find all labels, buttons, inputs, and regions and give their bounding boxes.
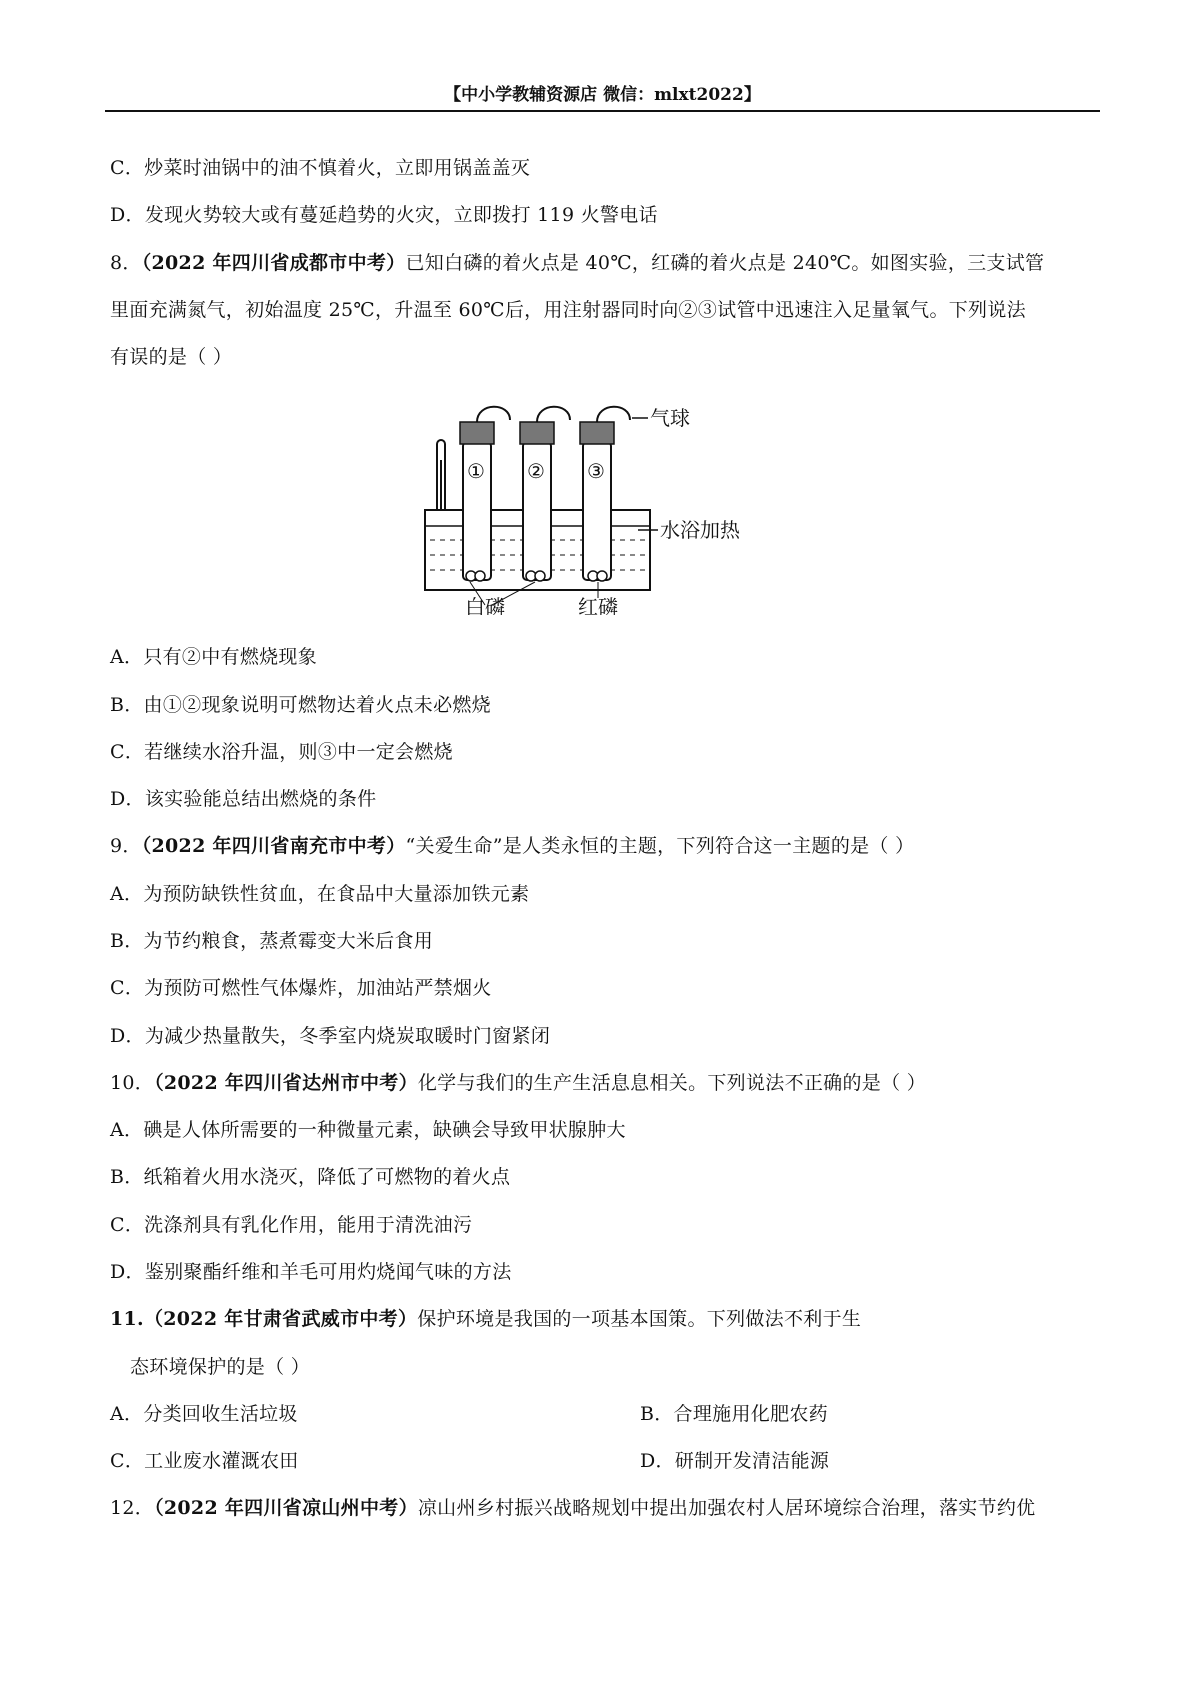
q12-source: （2022 年四川省凉山州中考） xyxy=(154,1497,418,1519)
header-divider xyxy=(105,110,1100,112)
q8-stem-line2: 里面充满氮气，初始温度 25℃，升温至 60℃后，用注射器同时向②③试管中迅速注入足量氧气。下列说法 xyxy=(110,299,1026,321)
q8-number: 8． xyxy=(110,252,142,274)
q11-row2 xyxy=(110,1447,830,1475)
tube-2-label: ② xyxy=(527,459,545,483)
q10-stem-text: 化学与我们的生产生活息息相关。下列说法不正确的是（ ） xyxy=(417,1072,927,1094)
q10-stem xyxy=(110,1069,926,1097)
q10-number: 10． xyxy=(110,1072,155,1094)
q8-option-b: B．由①②现象说明可燃物达着火点未必燃烧 xyxy=(110,694,491,716)
white-phosphorus-label: 白磷 xyxy=(465,595,505,615)
q10-option-b: B．纸箱着火用水浇灭，降低了可燃物的着火点 xyxy=(110,1166,511,1188)
q12-stem-text: 凉山州乡村振兴战略规划中提出加强农村人居环境综合治理，落实节约优 xyxy=(417,1497,1036,1519)
q9-option-b: B．为节约粮食，蒸煮霉变大米后食用 xyxy=(110,930,434,952)
q12-stem xyxy=(110,1494,1035,1522)
q9-option-a: A．为预防缺铁性贫血，在食品中大量添加铁元素 xyxy=(110,883,530,905)
q8-stem-text1: 已知白磷的着火点是 40℃，红磷的着火点是 240℃。如图实验，三支试管 xyxy=(405,252,1045,274)
q9-number: 9． xyxy=(110,835,142,857)
balloon-label: 气球 xyxy=(650,406,690,430)
red-phosphorus-label: 红磷 xyxy=(578,595,618,615)
q8-experiment-figure xyxy=(410,400,790,615)
q11-option-a: A．分类回收生活垃圾 xyxy=(110,1403,298,1425)
q9-option-c: C．为预防可燃性气体爆炸，加油站严禁烟火 xyxy=(110,977,492,999)
q9-option-d: D．为减少热量散失，冬季室内烧炭取暖时门窗紧闭 xyxy=(110,1025,551,1047)
tube-1-label: ① xyxy=(467,459,485,483)
q11-option-b: B．合理施用化肥农药 xyxy=(640,1403,828,1425)
q8-option-c: C．若继续水浴升温，则③中一定会燃烧 xyxy=(110,741,453,763)
q10-option-a: A．碘是人体所需要的一种微量元素，缺碘会导致甲状腺肿大 xyxy=(110,1119,626,1141)
q11-option-d: D．研制开发清洁能源 xyxy=(640,1450,830,1472)
q8-source: （2022 年四川省成都市中考） xyxy=(141,252,406,274)
q11-source: （2022 年甘肃省武威市中考） xyxy=(143,1308,418,1330)
q8-option-a: A．只有②中有燃烧现象 xyxy=(110,646,318,668)
q8-stem-line3: 有误的是（ ） xyxy=(110,346,233,368)
q11-stem-line2: 态环境保护的是（ ） xyxy=(130,1356,311,1378)
q9-stem xyxy=(110,832,914,860)
q12-number: 12． xyxy=(110,1497,155,1519)
q8-stem-line1 xyxy=(110,249,1044,277)
water-bath-label: 水浴加热 xyxy=(660,518,740,542)
q11-stem-text1: 保护环境是我国的一项基本国策。下列做法不利于生 xyxy=(417,1308,862,1330)
q9-stem-text: “关爱生命”是人类永恒的主题，下列符合这一主题的是（ ） xyxy=(405,835,915,857)
q9-source: （2022 年四川省南充市中考） xyxy=(141,835,406,857)
q10-option-c: C．洗涤剂具有乳化作用，能用于清洗油污 xyxy=(110,1214,473,1236)
q11-stem-line1 xyxy=(110,1305,861,1333)
q7-option-c: C．炒菜时油锅中的油不慎着火，立即用锅盖盖灭 xyxy=(110,157,531,179)
q8-option-d: D．该实验能总结出燃烧的条件 xyxy=(110,788,377,810)
q10-source: （2022 年四川省达州市中考） xyxy=(154,1072,418,1094)
q10-option-d: D．鉴别聚酯纤维和羊毛可用灼烧闻气味的方法 xyxy=(110,1261,512,1283)
page-header: 【中小学教辅资源店 微信：mlxt2022】 xyxy=(444,85,761,105)
q11-option-c: C．工业废水灌溉农田 xyxy=(110,1450,299,1472)
q7-option-d: D．发现火势较大或有蔓延趋势的火灾，立即拨打 119 火警电话 xyxy=(110,204,658,226)
tube-3-label: ③ xyxy=(587,459,605,483)
q11-number: 11. xyxy=(110,1308,144,1330)
q11-row1 xyxy=(110,1400,828,1428)
